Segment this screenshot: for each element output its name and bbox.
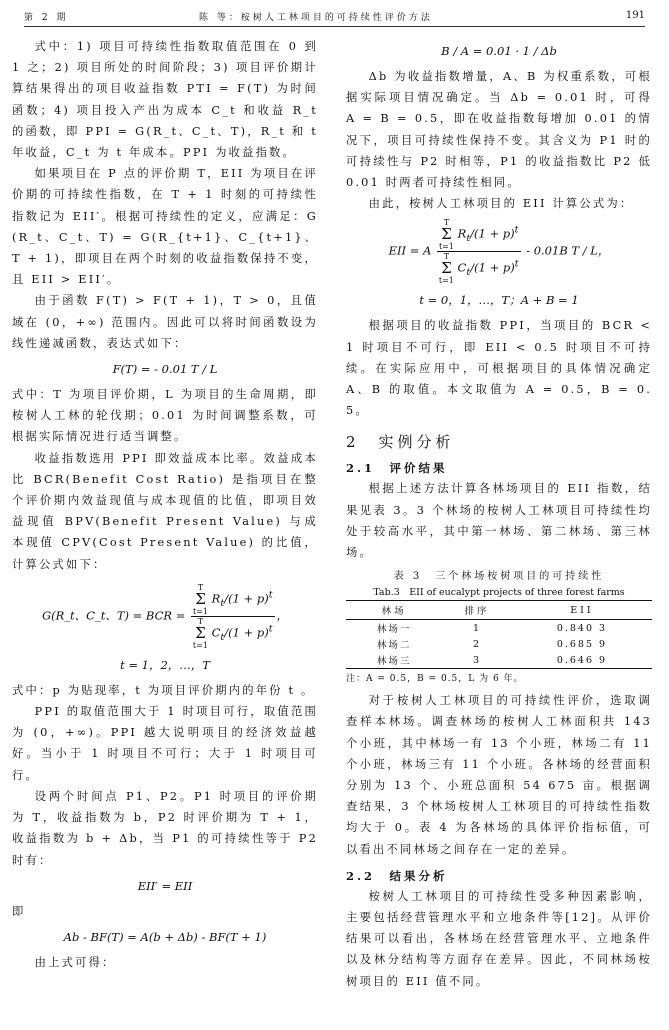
fraction: T Σ t=1 $R_t/(1 + p)^t$ T Σ t=1 $C_t/(1 + p)^t$ [438,218,519,286]
column-header: 排序 [442,601,512,620]
paragraph: 式中：1) 项目可持续性指数取值范围在 0 到 1 之；2) 项目所处的时间阶段；3) 项目评价期计算结果得出的项目收益指数 PTI = F(T) 为时间函数；4) 项目投入产出为成本 C_t 和收益 R_t 的函数，即 PPI = G(R_t、C_t、T)，R_t 和 t 年收益，C_t 为 t 年成本。PPI 为收益指数。 [12,40,318,160]
issue-label: 第 2 期 [24,13,69,23]
formula-eii-lhs: EII = A [388,243,432,258]
paragraph: 如果项目在 P 点的评价期 T，EII 为项目在评价期的可持续性指数，在 T + 1 时刻的可持续性指数记为 EII′。根据可持续性的定义，应满足：G(R_t、C_t、T) = G(R_{t+1}、C_{t+1}、T + 1)，即项目在两个时刻的收益指数保持不变，且 EII > EII′。 [12,167,318,287]
formula-bcr: G(R_t、C_t、T) = BCR = T Σ t=1 $R_t/(1 + p)^t$ T Σ t=1 $C_t/(1 + p)^t$ ， [41,582,289,650]
paragraph: 根据项目的收益指数 PPI，当项目的 BCR < 1 时项目不可行，即 EII < 0.5 时项目不可持续。在实际应用中，可根据项目的具体情况确定 A、B 的取值。本文取值为 A = 0.5，B = 0.5。 [346,319,652,418]
article-title: 陈 等：桉树人工林项目的可持续性评价方法 [199,13,433,23]
table-note: 注：A = 0.5，B = 0.5，L 为 6 年。 [346,674,524,685]
table-cell: 林场二 [376,640,412,652]
left-column [12,36,318,973]
table-row [346,636,652,652]
paragraph: 由上式可得： [34,955,116,969]
table-cell: 1 [473,622,482,634]
paragraph: 式中：T 为项目评价期，L 为项目的生命周期，即桉树人工林的轮伐期；0.01 为时间调整系数，可根据实际情况进行适当调整。 [12,388,318,444]
paragraph: 由于函数 F(T) > F(T + 1)，T > 0，且值域在 (0，+∞) 范围内。因此可以将时间函数设为线性递减函数，表达式如下： [12,294,318,350]
formula-bcr-range: t = 1，2，…，T [120,657,210,672]
formula-eii [346,218,652,285]
table-row [346,652,652,669]
table-cell: 0.685 9 [556,638,608,650]
paragraph: 设两个时间点 P1、P2。P1 时项目的评价期为 T，收益指数为 b，P2 时评价期为 T + 1，收益指数为 b + Δb，当 P1 的可持续性等于 P2 时有： [12,789,318,867]
table-header-row [346,601,652,620]
table-caption: 表 3 三个林场桉树项目的可持续性 [393,571,605,583]
section-heading: 2 实例分析 [346,433,455,452]
table-cell: 林场一 [376,624,412,636]
right-column [346,36,652,992]
paragraph: 由此，桉树人工林项目的 EII 计算公式为： [368,197,634,211]
eii-table [346,600,652,669]
paragraph: PPI 的取值范围大于 1 时项目可行，取值范围为 (0，+∞)。PPI 越大说明项目的经济效益越好。当小于 1 时项目不可行；大于 1 时项目可行。 [12,705,318,782]
table-cell: 3 [442,652,512,669]
paragraph: 即 [12,904,26,918]
paragraph: 桉树人工林项目的可持续性受多种因素影响，主要包括经营管理水平和立地条件等[12]。从评价结果可以看出，各林场在经营管理水平、立地条件以及林分结构等方面存在差异。因此，不同林场桉树项目的 EII 值不同。 [346,889,652,988]
table-cell: 0.840 3 [556,622,608,634]
paragraph: 对于桉树人工林项目的可持续性评价，选取调查样本林场。调查林场的桉树人工林面积共 143 个小班，其中林场一有 13 个小班，林场二有 11 个小班，林场三有 11 个小班。各林场的经营面积分别为 13 个、小班总面积 54 675 亩。根据调查结果，3 个林场桉树人工林项目的可持续性指数均大于 0。表 4 为各林场的具体评价指标值，可以看出不同林场之间存在一定的差异。 [346,694,652,856]
running-header [24,10,645,26]
page-number: 191 [625,10,645,21]
subsection-heading: 2.1 评价结果 [346,461,448,476]
formula-eii-rhs: - 0.01B T / L， [526,243,610,258]
paragraph: Δb 为收益指数增量，A、B 为权重系数，可根据实际项目情况确定。当 Δb = 0.01 时，可得 A = B = 0.5，即在收益指数每增加 0.01 的情况下，项目可持续性保持不变。其含义为 P1 时的可持续性与 P2 时相等，P1 的收益指数比 P2 低 0.01 时两者可持续性相同。 [346,70,652,190]
table-cell: 林场三 [346,652,442,669]
formula-eii-range: t = 0，1，…，T；A + B = 1 [419,293,579,308]
column-header: 林场 [346,601,442,620]
formula-balance: Ab - BF(T) = A(b + Δb) - BF(T + 1) [63,929,267,944]
table-row [346,620,652,637]
subsection-heading: 2.2 结果分析 [346,868,448,883]
fraction: T Σ t=1 $R_t/(1 + p)^t$ T Σ t=1 $C_t/(1 + p)^t$ [192,582,273,650]
table-caption-english: Tab.3 EII of eucalypt projects of three forest farms [373,587,625,599]
formula-equality: EII′ = EII [137,878,193,893]
paragraph: 式中：p 为贴现率，t 为项目评价期内的年份 t 。 [12,683,315,697]
table-cell: 2 [473,638,482,650]
formula-time-function: F(T) = - 0.01 T / L [112,362,218,377]
paragraph: 收益指数选用 PPI 即效益成本比率。效益成本比 BCR(Benefit Cost Ratio) 是指项目在整个评价期内效益现值与成本现值的比值，即项目效益现值 BPV(Benefit Present Value) 与成本现值 CPV(Cost Present Value) 的比值，计算公式如下： [12,451,318,571]
paragraph: 根据上述方法计算各林场项目的 EII 指数，结果见表 3。3 个林场的桉树人工林项目可持续性均处于较高水平，其中第一林场、第二林场、第三林场。 [346,482,652,560]
formula-weight-ratio: B / A = 0.01 · 1 / Δb [441,44,557,58]
formula-bcr-lhs: G(R_t、C_t、T) = BCR = [41,608,186,623]
header-rule [24,26,645,27]
table-cell: 0.646 9 [512,652,652,669]
column-header: EII [512,601,652,620]
